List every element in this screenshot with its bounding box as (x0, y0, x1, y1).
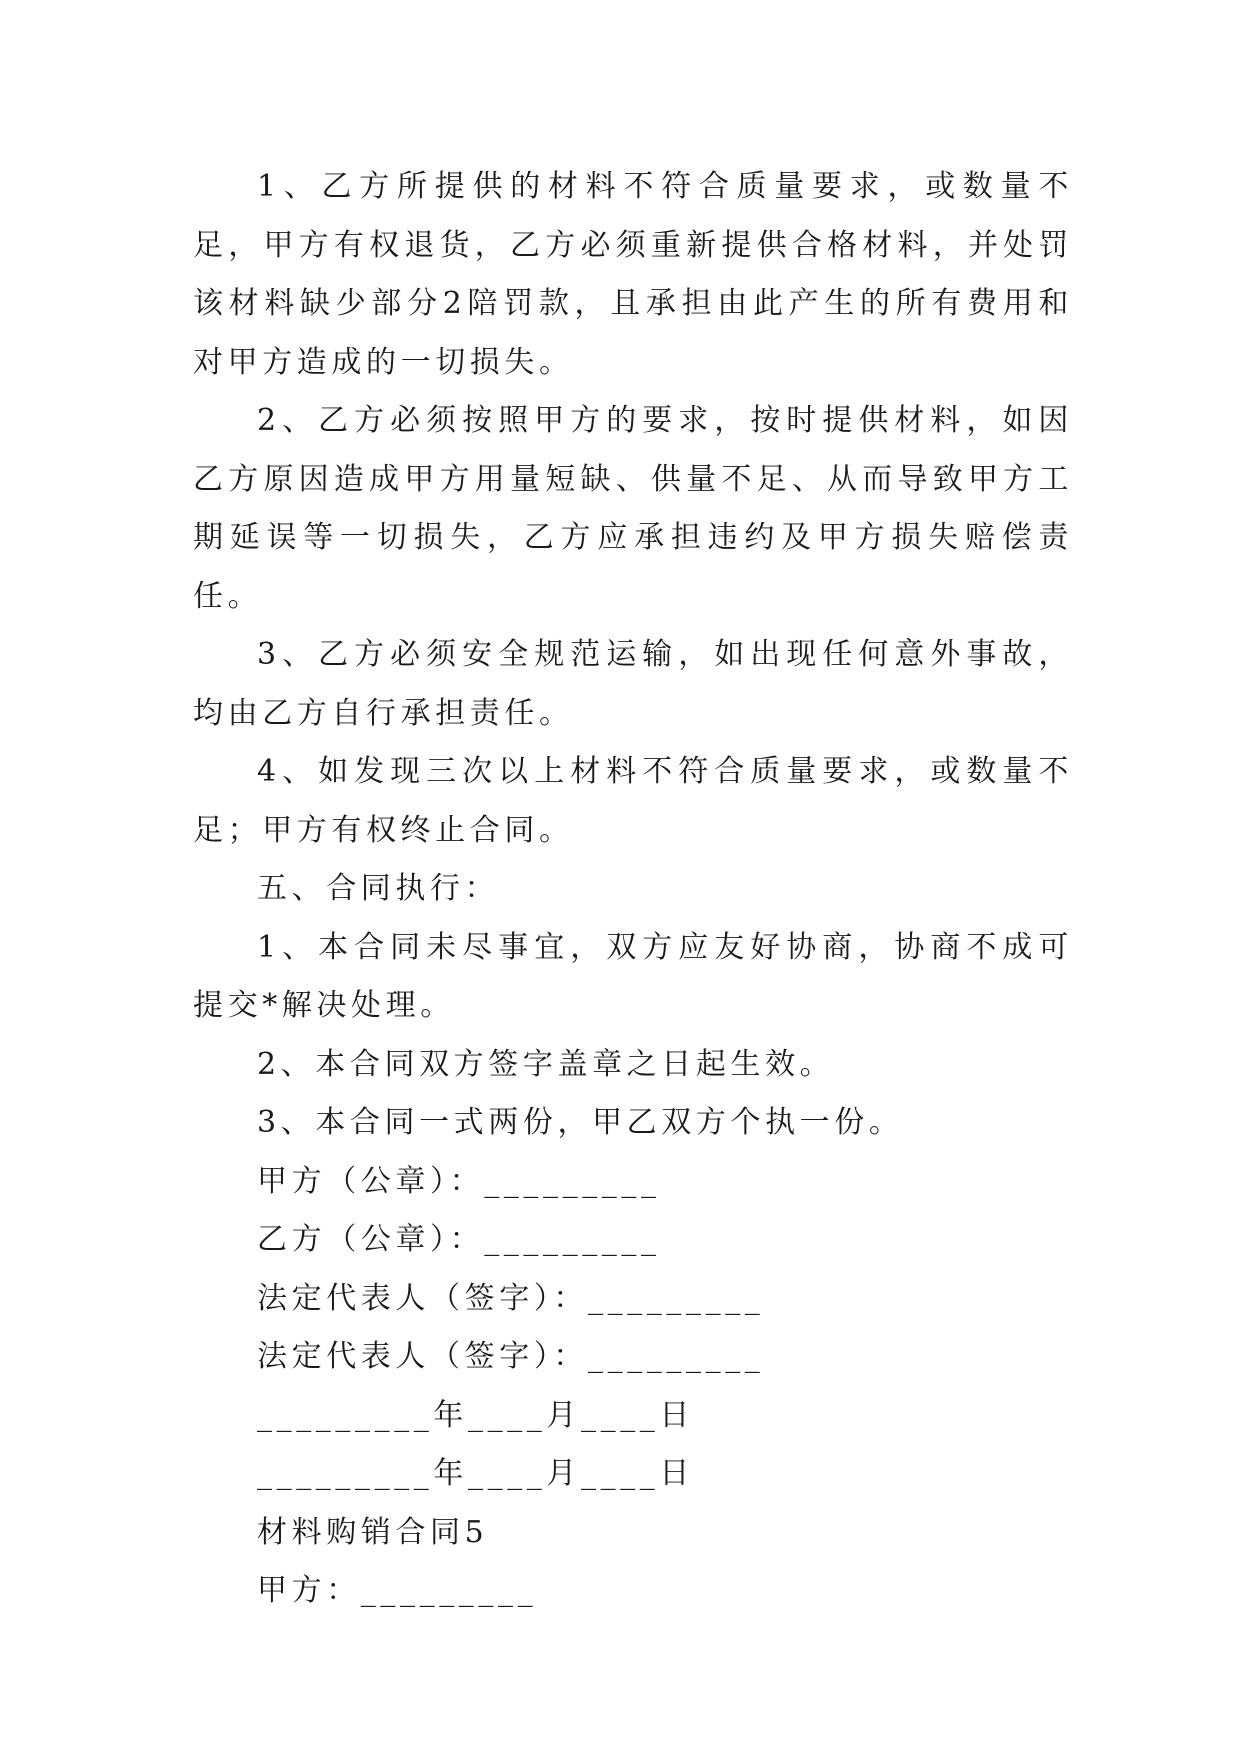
clause-4-3: 3、乙方必须安全规范运输，如出现任何意外事故，均由乙方自行承担责任。 (193, 637, 1073, 731)
legal-rep-b-line: 法定代表人（签字）：_________ (257, 1339, 765, 1374)
next-contract-title: 材料购销合同5 (257, 1514, 489, 1550)
clause-5-3: 3、本合同一式两份，甲乙双方个执一份。 (257, 1105, 904, 1140)
party-b-seal-line: 乙方（公章）：_________ (257, 1222, 661, 1257)
clause-5-2: 2、本合同双方签字盖章之日起生效。 (257, 1046, 835, 1082)
date-a-line: _________年____月____日 (257, 1397, 694, 1433)
clause-4-4: 4、如发现三次以上材料不符合质量要求，或数量不足；甲方有权终止合同。 (193, 754, 1073, 848)
date-b-line: _________年____月____日 (257, 1456, 694, 1491)
section-5-heading: 五、合同执行： (257, 871, 500, 906)
legal-rep-a-line: 法定代表人（签字）：_________ (257, 1280, 765, 1316)
clause-4-2: 2、乙方必须按照甲方的要求，按时提供材料，如因乙方原因造成甲方用量短缺、供量不足、从而导致甲方工期延误等一切损失，乙方应承担违约及甲方损失赔偿责任。 (193, 403, 1073, 614)
clause-4-1: 1、乙方所提供的材料不符合质量要求，或数量不足，甲方有权退货，乙方必须重新提供合格材料，并处罚该材料缺少部分2陪罚款，且承担由此产生的所有费用和对甲方造成的一切损失。 (193, 169, 1073, 380)
next-contract-party-a: 甲方：_________ (257, 1573, 538, 1608)
party-a-seal-line: 甲方（公章）：_________ (257, 1163, 661, 1199)
clause-5-1: 1、本合同未尽事宜，双方应友好协商，协商不成可提交*解决处理。 (193, 929, 1073, 1023)
document-body (193, 158, 1073, 1621)
